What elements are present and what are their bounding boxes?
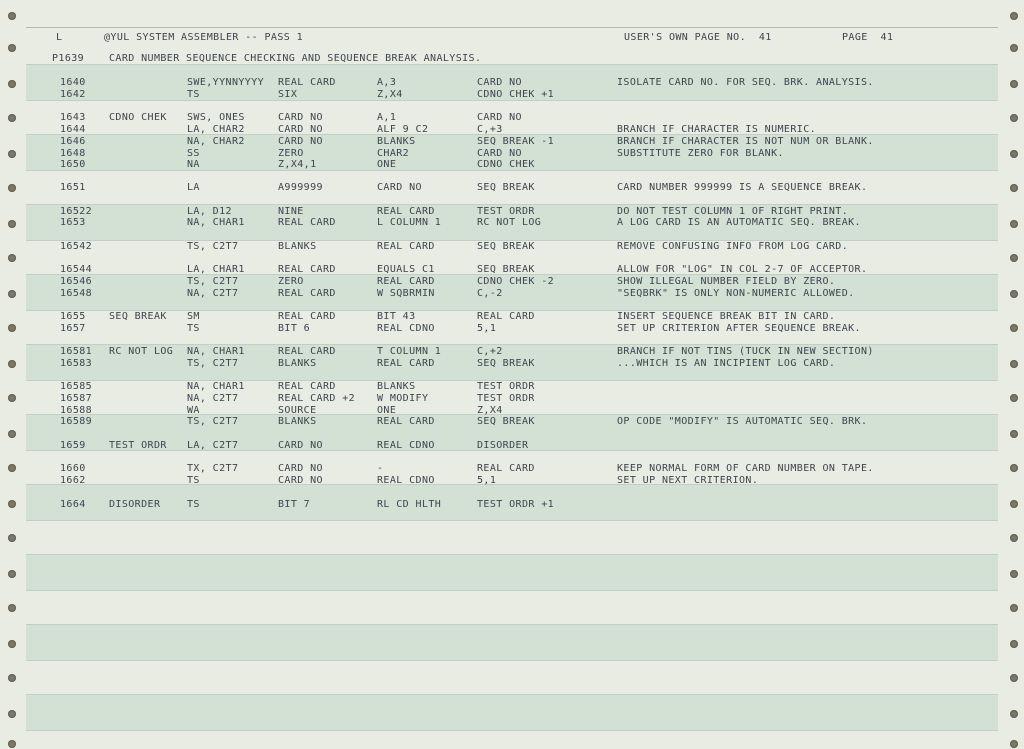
line-op: TS, C2T7 bbox=[187, 241, 239, 252]
line-operand-2: ONE bbox=[377, 405, 397, 416]
line-operand-1: CARD NO bbox=[278, 112, 323, 123]
line-operand-1: REAL CARD +2 bbox=[278, 393, 356, 404]
line-tag: RC NOT LOG bbox=[109, 346, 174, 357]
line-operand-2: REAL CDNO bbox=[377, 475, 435, 486]
line-operand-2: ONE bbox=[377, 159, 397, 170]
line-op: NA, CHAR1 bbox=[187, 217, 245, 228]
line-operand-3: TEST ORDR +1 bbox=[477, 499, 555, 510]
line-comment: ISOLATE CARD NO. FOR SEQ. BRK. ANALYSIS. bbox=[617, 77, 874, 88]
line-operand-2: Z,X4 bbox=[377, 89, 403, 100]
line-operand-2: REAL CARD bbox=[377, 416, 435, 427]
listing-line bbox=[0, 440, 1024, 452]
line-operand-1: ZERO bbox=[278, 276, 304, 287]
line-operand-1: SIX bbox=[278, 89, 298, 100]
line-op: TS, C2T7 bbox=[187, 358, 239, 369]
line-operand-2: EQUALS C1 bbox=[377, 264, 435, 275]
line-op: SS bbox=[187, 148, 200, 159]
line-operand-1: CARD NO bbox=[278, 463, 323, 474]
line-comment: INSERT SEQUENCE BREAK BIT IN CARD. bbox=[617, 311, 836, 322]
line-operand-2: ALF 9 C2 bbox=[377, 124, 429, 135]
line-operand-3: CARD NO bbox=[477, 148, 522, 159]
log-title: CARD NUMBER SEQUENCE CHECKING AND SEQUENCE BREAK ANALYSIS. bbox=[109, 53, 482, 64]
line-op: NA, C2T7 bbox=[187, 288, 239, 299]
line-operand-3: TEST ORDR bbox=[477, 381, 535, 392]
line-loc: 16542 bbox=[60, 241, 93, 252]
line-operand-2: L COLUMN 1 bbox=[377, 217, 442, 228]
line-op: LA, D12 bbox=[187, 206, 232, 217]
line-operand-3: CARD NO bbox=[477, 77, 522, 88]
line-loc: 1655 bbox=[60, 311, 86, 322]
line-comment: KEEP NORMAL FORM OF CARD NUMBER ON TAPE. bbox=[617, 463, 874, 474]
line-comment: SHOW ILLEGAL NUMBER FIELD BY ZERO. bbox=[617, 276, 836, 287]
line-operand-1: CARD NO bbox=[278, 124, 323, 135]
line-operand-3: REAL CARD bbox=[477, 311, 535, 322]
listing-line bbox=[0, 393, 1024, 405]
line-operand-1: REAL CARD bbox=[278, 288, 336, 299]
listing-line bbox=[0, 463, 1024, 475]
listing-line bbox=[0, 77, 1024, 89]
line-operand-2: REAL CARD bbox=[377, 241, 435, 252]
line-loc: 16522 bbox=[60, 206, 93, 217]
line-tag: SEQ BREAK bbox=[109, 311, 167, 322]
line-operand-3: CARD NO bbox=[477, 112, 522, 123]
line-loc: 16588 bbox=[60, 405, 93, 416]
line-operand-1: REAL CARD bbox=[278, 264, 336, 275]
line-op: NA bbox=[187, 159, 200, 170]
line-operand-3: 5,1 bbox=[477, 475, 497, 486]
line-loc: 1642 bbox=[60, 89, 86, 100]
line-loc: 1646 bbox=[60, 136, 86, 147]
line-op: TS bbox=[187, 89, 200, 100]
line-operand-1: NINE bbox=[278, 206, 304, 217]
line-operand-1: BLANKS bbox=[278, 358, 317, 369]
line-operand-1: CARD NO bbox=[278, 440, 323, 451]
listing-line bbox=[0, 381, 1024, 393]
line-operand-2: A,3 bbox=[377, 77, 397, 88]
header-title: @YUL SYSTEM ASSEMBLER -- PASS 1 bbox=[104, 32, 304, 43]
line-comment: CARD NUMBER 999999 IS A SEQUENCE BREAK. bbox=[617, 182, 868, 193]
listing-line bbox=[0, 311, 1024, 323]
line-op: NA, CHAR2 bbox=[187, 136, 245, 147]
header-label: L bbox=[56, 32, 63, 43]
line-comment: BRANCH IF NOT TINS (TUCK IN NEW SECTION) bbox=[617, 346, 874, 357]
line-operand-2: RL CD HLTH bbox=[377, 499, 442, 510]
line-operand-3: SEQ BREAK bbox=[477, 264, 535, 275]
line-op: TS bbox=[187, 475, 200, 486]
line-operand-2: BLANKS bbox=[377, 381, 416, 392]
line-operand-2: REAL CARD bbox=[377, 358, 435, 369]
line-operand-1: Z,X4,1 bbox=[278, 159, 317, 170]
line-loc: 16581 bbox=[60, 346, 93, 357]
line-operand-3: RC NOT LOG bbox=[477, 217, 542, 228]
line-operand-2: T COLUMN 1 bbox=[377, 346, 442, 357]
line-operand-3: TEST ORDR bbox=[477, 206, 535, 217]
line-operand-3: C,+3 bbox=[477, 124, 503, 135]
line-operand-3: CDNO CHEK -2 bbox=[477, 276, 555, 287]
line-loc: 1643 bbox=[60, 112, 86, 123]
line-operand-1: BIT 6 bbox=[278, 323, 311, 334]
line-op: TS bbox=[187, 499, 200, 510]
line-comment: DO NOT TEST COLUMN 1 OF RIGHT PRINT. bbox=[617, 206, 849, 217]
green-band bbox=[26, 694, 998, 731]
line-operand-1: CARD NO bbox=[278, 136, 323, 147]
line-operand-2: REAL CARD bbox=[377, 276, 435, 287]
line-comment: BRANCH IF CHARACTER IS NOT NUM OR BLANK. bbox=[617, 136, 874, 147]
line-loc: 1644 bbox=[60, 124, 86, 135]
log-number: P1639 bbox=[52, 53, 85, 64]
line-loc: 16544 bbox=[60, 264, 93, 275]
line-operand-1: REAL CARD bbox=[278, 381, 336, 392]
listing-line bbox=[0, 264, 1024, 276]
line-loc: 16583 bbox=[60, 358, 93, 369]
line-operand-2: - bbox=[377, 463, 384, 474]
line-operand-3: 5,1 bbox=[477, 323, 497, 334]
listing-line bbox=[0, 124, 1024, 136]
line-op: SWE,YYNNYYYY bbox=[187, 77, 265, 88]
listing-line bbox=[0, 217, 1024, 229]
line-operand-1: BIT 7 bbox=[278, 499, 311, 510]
line-operand-3: SEQ BREAK bbox=[477, 358, 535, 369]
line-operand-2: A,1 bbox=[377, 112, 397, 123]
line-operand-3: SEQ BREAK bbox=[477, 182, 535, 193]
line-op: NA, CHAR1 bbox=[187, 346, 245, 357]
line-loc: 16589 bbox=[60, 416, 93, 427]
line-comment: ...WHICH IS AN INCIPIENT LOG CARD. bbox=[617, 358, 836, 369]
listing-line bbox=[0, 136, 1024, 148]
line-operand-3: Z,X4 bbox=[477, 405, 503, 416]
line-loc: 1651 bbox=[60, 182, 86, 193]
listing-line bbox=[0, 182, 1024, 194]
line-comment: SUBSTITUTE ZERO FOR BLANK. bbox=[617, 148, 784, 159]
line-comment: "SEQBRK" IS ONLY NON-NUMERIC ALLOWED. bbox=[617, 288, 855, 299]
line-operand-2: CHAR2 bbox=[377, 148, 410, 159]
listing-line bbox=[0, 346, 1024, 358]
line-operand-2: REAL CDNO bbox=[377, 440, 435, 451]
line-operand-3: SEQ BREAK bbox=[477, 416, 535, 427]
line-operand-1: ZERO bbox=[278, 148, 304, 159]
line-operand-1: CARD NO bbox=[278, 475, 323, 486]
line-op: LA, C2T7 bbox=[187, 440, 239, 451]
line-op: LA bbox=[187, 182, 200, 193]
listing-line bbox=[0, 416, 1024, 428]
line-loc: 16548 bbox=[60, 288, 93, 299]
line-op: SM bbox=[187, 311, 200, 322]
line-loc: 1660 bbox=[60, 463, 86, 474]
line-loc: 1653 bbox=[60, 217, 86, 228]
page-number: PAGE 41 bbox=[842, 32, 894, 43]
line-operand-2: CARD NO bbox=[377, 182, 422, 193]
line-op: TS, C2T7 bbox=[187, 416, 239, 427]
line-op: NA, C2T7 bbox=[187, 393, 239, 404]
line-loc: 1657 bbox=[60, 323, 86, 334]
line-operand-1: REAL CARD bbox=[278, 77, 336, 88]
line-loc: 16587 bbox=[60, 393, 93, 404]
listing-line bbox=[0, 112, 1024, 124]
listing-line bbox=[0, 159, 1024, 171]
green-band bbox=[26, 624, 998, 661]
listing-line bbox=[0, 89, 1024, 101]
line-operand-3: SEQ BREAK -1 bbox=[477, 136, 555, 147]
line-operand-3: SEQ BREAK bbox=[477, 241, 535, 252]
line-op: LA, CHAR2 bbox=[187, 124, 245, 135]
line-operand-2: W MODIFY bbox=[377, 393, 429, 404]
line-loc: 16546 bbox=[60, 276, 93, 287]
line-operand-2: W SQBRMIN bbox=[377, 288, 435, 299]
line-operand-1: SOURCE bbox=[278, 405, 317, 416]
line-loc: 1662 bbox=[60, 475, 86, 486]
listing-line bbox=[0, 323, 1024, 335]
line-loc: 1664 bbox=[60, 499, 86, 510]
green-band bbox=[26, 554, 998, 591]
line-comment: SET UP CRITERION AFTER SEQUENCE BREAK. bbox=[617, 323, 861, 334]
line-op: NA, CHAR1 bbox=[187, 381, 245, 392]
line-op: TS, C2T7 bbox=[187, 276, 239, 287]
line-comment: BRANCH IF CHARACTER IS NUMERIC. bbox=[617, 124, 817, 135]
line-comment: OP CODE "MODIFY" IS AUTOMATIC SEQ. BRK. bbox=[617, 416, 868, 427]
line-tag: TEST ORDR bbox=[109, 440, 167, 451]
line-loc: 16585 bbox=[60, 381, 93, 392]
line-op: TS bbox=[187, 323, 200, 334]
listing-line bbox=[0, 475, 1024, 487]
line-loc: 1659 bbox=[60, 440, 86, 451]
line-operand-2: REAL CDNO bbox=[377, 323, 435, 334]
listing-line bbox=[0, 499, 1024, 511]
line-comment: A LOG CARD IS AN AUTOMATIC SEQ. BREAK. bbox=[617, 217, 861, 228]
line-operand-2: BLANKS bbox=[377, 136, 416, 147]
line-operand-3: C,-2 bbox=[477, 288, 503, 299]
line-operand-3: C,+2 bbox=[477, 346, 503, 357]
line-comment: ALLOW FOR "LOG" IN COL 2-7 OF ACCEPTOR. bbox=[617, 264, 868, 275]
line-operand-3: TEST ORDR bbox=[477, 393, 535, 404]
line-op: SWS, ONES bbox=[187, 112, 245, 123]
line-operand-1: REAL CARD bbox=[278, 346, 336, 357]
line-loc: 1650 bbox=[60, 159, 86, 170]
line-operand-1: BLANKS bbox=[278, 416, 317, 427]
line-operand-2: BIT 43 bbox=[377, 311, 416, 322]
line-operand-1: REAL CARD bbox=[278, 217, 336, 228]
line-operand-3: REAL CARD bbox=[477, 463, 535, 474]
listing-line bbox=[0, 358, 1024, 370]
line-operand-2: REAL CARD bbox=[377, 206, 435, 217]
line-operand-1: REAL CARD bbox=[278, 311, 336, 322]
line-loc: 1648 bbox=[60, 148, 86, 159]
line-operand-3: DISORDER bbox=[477, 440, 529, 451]
line-loc: 1640 bbox=[60, 77, 86, 88]
line-tag: DISORDER bbox=[109, 499, 161, 510]
listing-line bbox=[0, 288, 1024, 300]
line-op: TX, C2T7 bbox=[187, 463, 239, 474]
line-op: WA bbox=[187, 405, 200, 416]
line-tag: CDNO CHEK bbox=[109, 112, 167, 123]
line-comment: REMOVE CONFUSING INFO FROM LOG CARD. bbox=[617, 241, 849, 252]
listing-line bbox=[0, 241, 1024, 253]
line-op: LA, CHAR1 bbox=[187, 264, 245, 275]
line-operand-1: BLANKS bbox=[278, 241, 317, 252]
users-page-number: USER'S OWN PAGE NO. 41 bbox=[624, 32, 772, 43]
line-operand-3: CDNO CHEK bbox=[477, 159, 535, 170]
line-comment: SET UP NEXT CRITERION. bbox=[617, 475, 759, 486]
line-operand-3: CDNO CHEK +1 bbox=[477, 89, 555, 100]
listing-line bbox=[0, 276, 1024, 288]
line-operand-1: A999999 bbox=[278, 182, 323, 193]
